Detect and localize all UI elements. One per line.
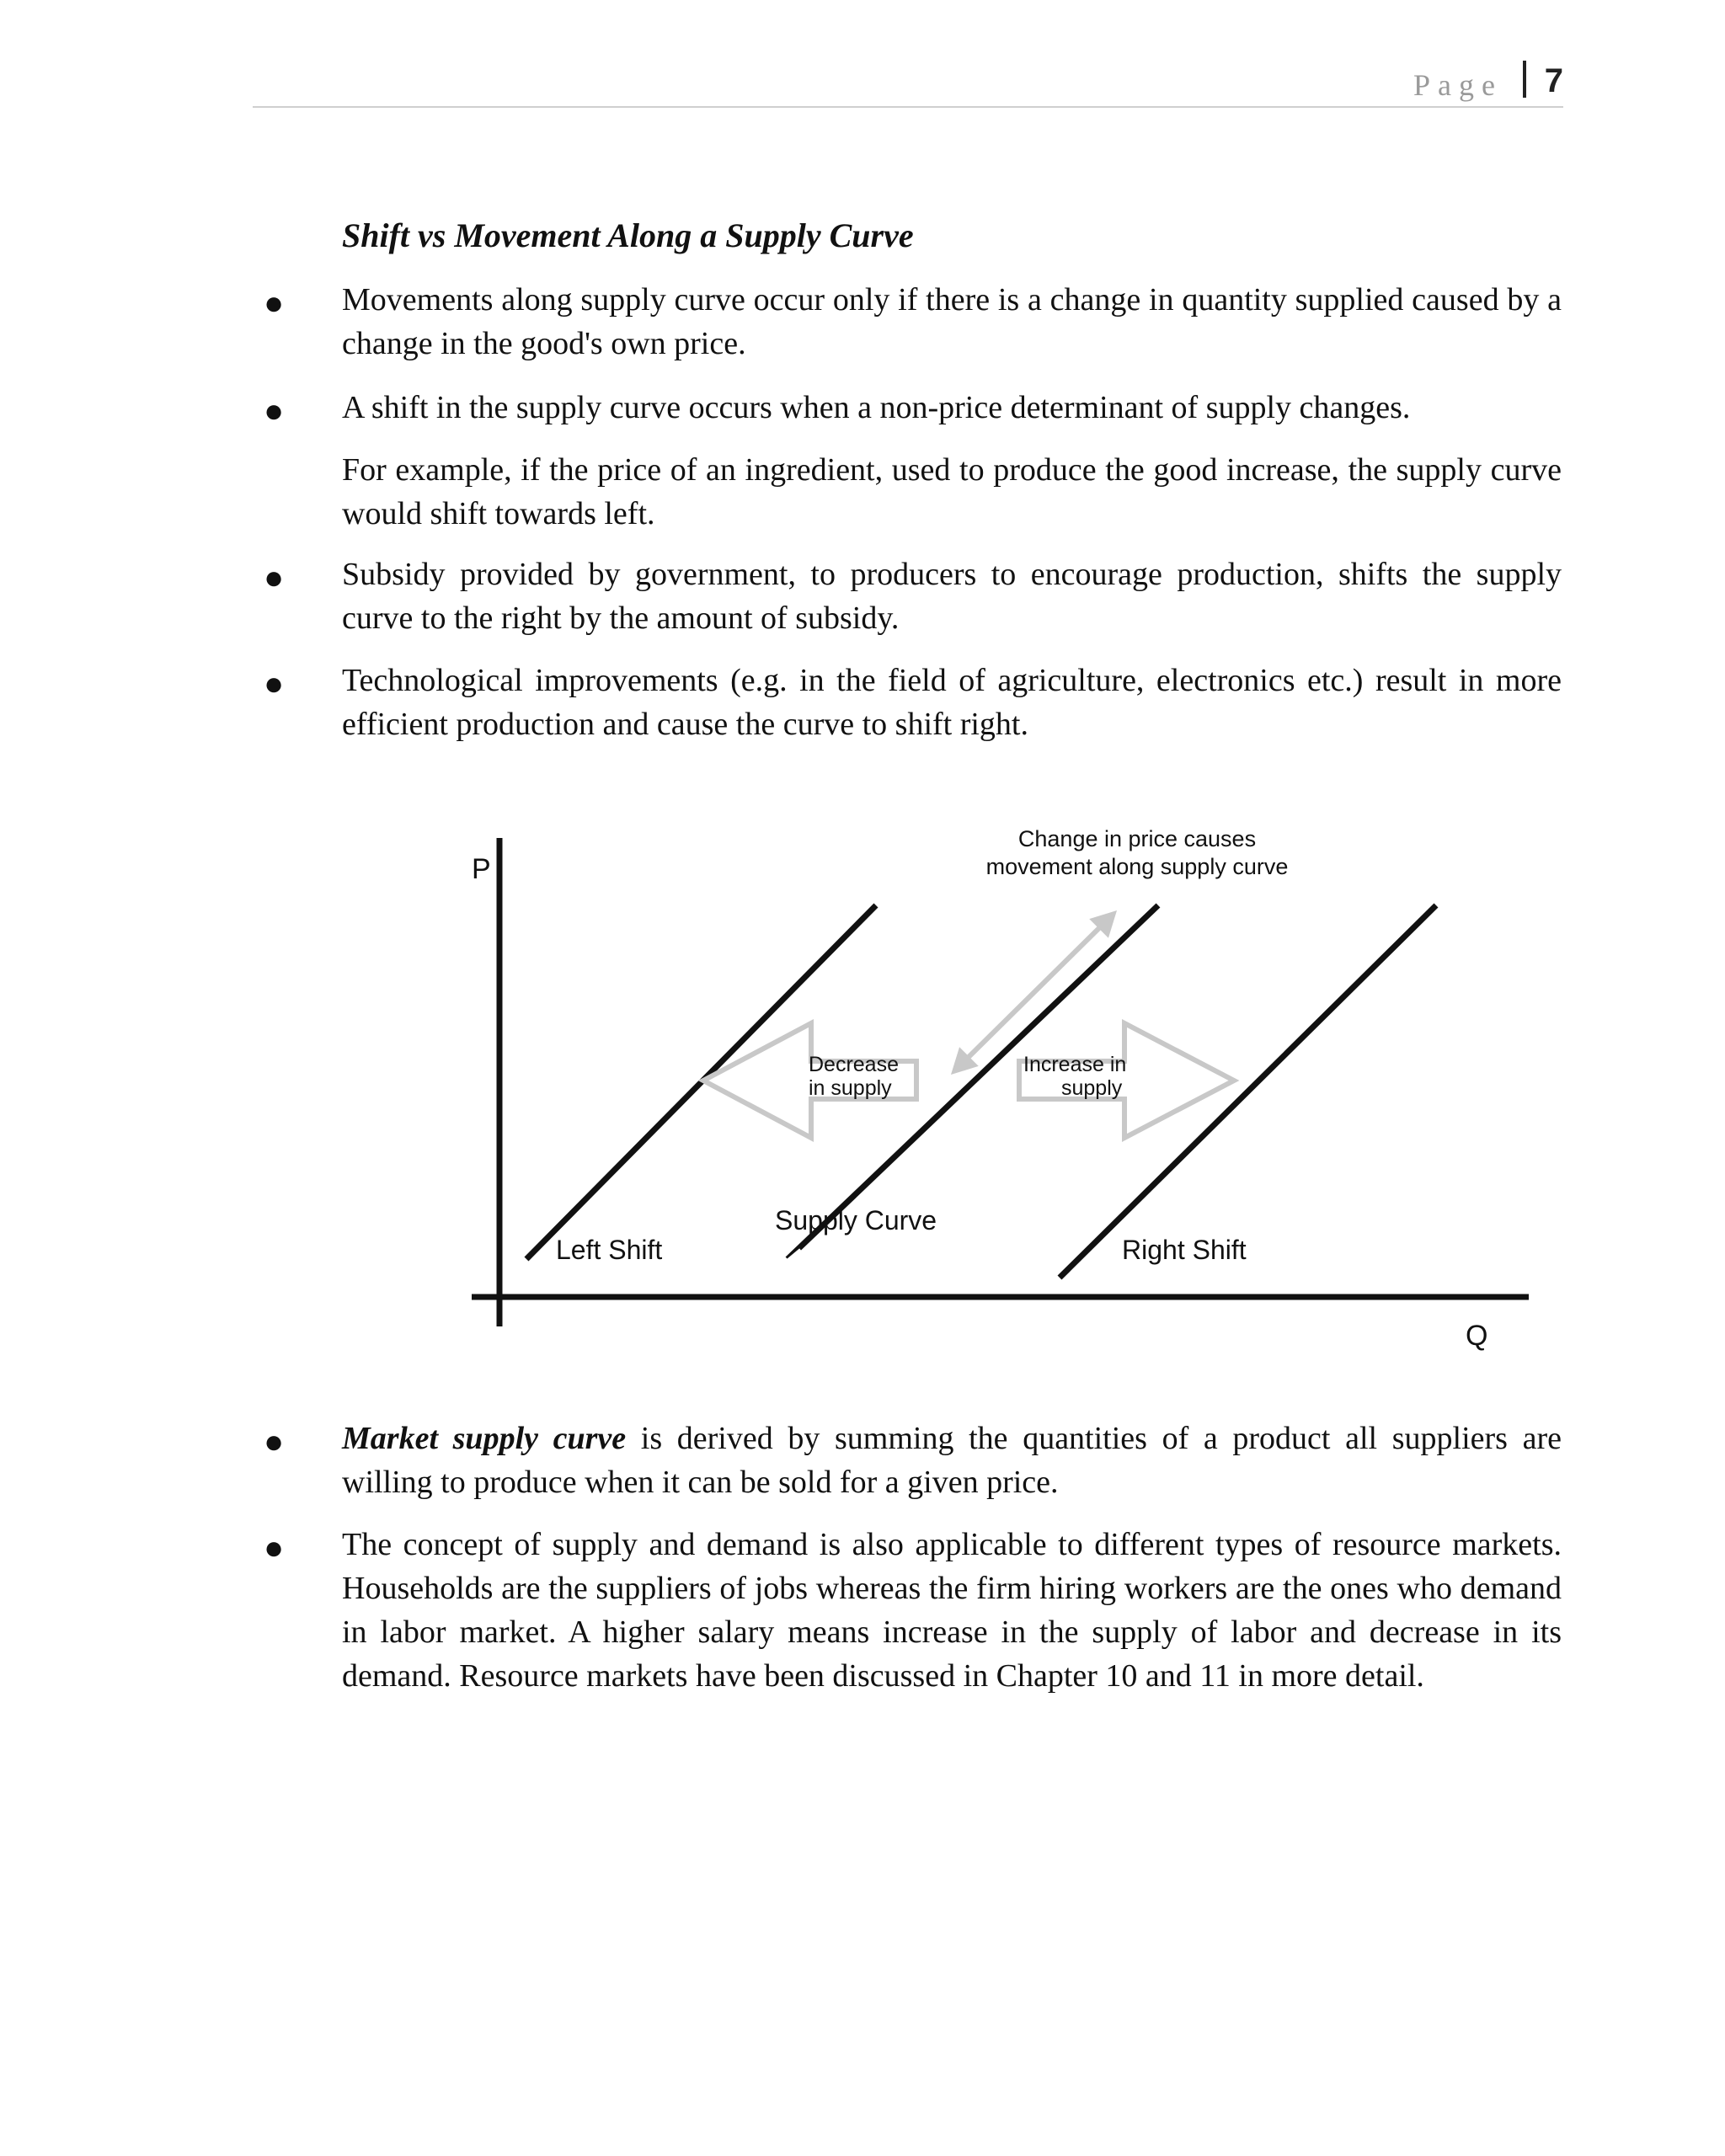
bullet-marker: ●	[264, 558, 285, 596]
movement-arrow-line	[964, 924, 1103, 1061]
bullet-text-market-supply	[342, 1417, 1562, 1504]
page-number-separator	[1523, 61, 1526, 98]
page-header	[253, 59, 1563, 108]
example-paragraph: For example, if the price of an ingredient, used to produce the good increase, the supply curve would shift towards left.	[342, 452, 1562, 531]
decrease-label-line1: Decrease	[809, 1053, 899, 1076]
movement-label-line2: movement along supply curve	[985, 854, 1289, 879]
increase-label-line2: supply	[1061, 1076, 1123, 1100]
y-axis-label: P	[472, 853, 491, 885]
bullet-marker: ●	[264, 284, 285, 322]
page-word: Page	[1413, 68, 1503, 102]
market-supply-text: is derived by summing the quantities of a product all suppliers are willing to produce when it can be sold for a given price.	[342, 1421, 1562, 1500]
label-right-shift: Right Shift	[1122, 1235, 1247, 1265]
increase-supply-arrow	[1019, 1023, 1234, 1138]
decrease-label-line2: in supply	[809, 1076, 892, 1100]
bullet-text-technology: Technological improvements (e.g. in the field of agriculture, electronics etc.) result in more efficient production and cause the curve to shift right.	[342, 663, 1562, 742]
supply-shift-diagram	[455, 804, 1550, 1352]
increase-label-line1: Increase in	[1023, 1053, 1127, 1076]
label-supply-curve: Supply Curve	[775, 1205, 937, 1235]
bullet-marker: ●	[264, 664, 285, 702]
bullet-text-shift: A shift in the supply curve occurs when a non-price determinant of supply changes.	[342, 390, 1411, 425]
movement-label-line1: Change in price causes	[1017, 826, 1257, 851]
bullet-text-subsidy: Subsidy provided by government, to producers to encourage production, shifts the supply curve to the right by the amount of subsidy.	[342, 557, 1562, 636]
bullet-marker: ●	[264, 1422, 285, 1460]
bullet-text-movement: Movements along supply curve occur only if there is a change in quantity supplied caused by a change in the good's own price.	[342, 282, 1562, 361]
label-left-shift: Left Shift	[556, 1235, 663, 1265]
market-supply-term: Market supply curve	[342, 1421, 627, 1456]
section-title: Shift vs Movement Along a Supply Curve	[342, 216, 914, 254]
bullet-marker: ●	[264, 392, 285, 430]
page-number: 7	[1544, 62, 1563, 99]
bullet-text-resource-markets: The concept of supply and demand is also applicable to different types of resource markets. Households are the suppliers of jobs whereas the firm hiring workers are the ones who demand in labor market. A higher salary means increase in the supply of labor and decrease in its demand. Resource markets have been discussed in Chapter 10 and 11 in more detail.	[342, 1527, 1562, 1694]
bullet-marker: ●	[264, 1529, 285, 1566]
x-axis-label: Q	[1466, 1320, 1488, 1352]
